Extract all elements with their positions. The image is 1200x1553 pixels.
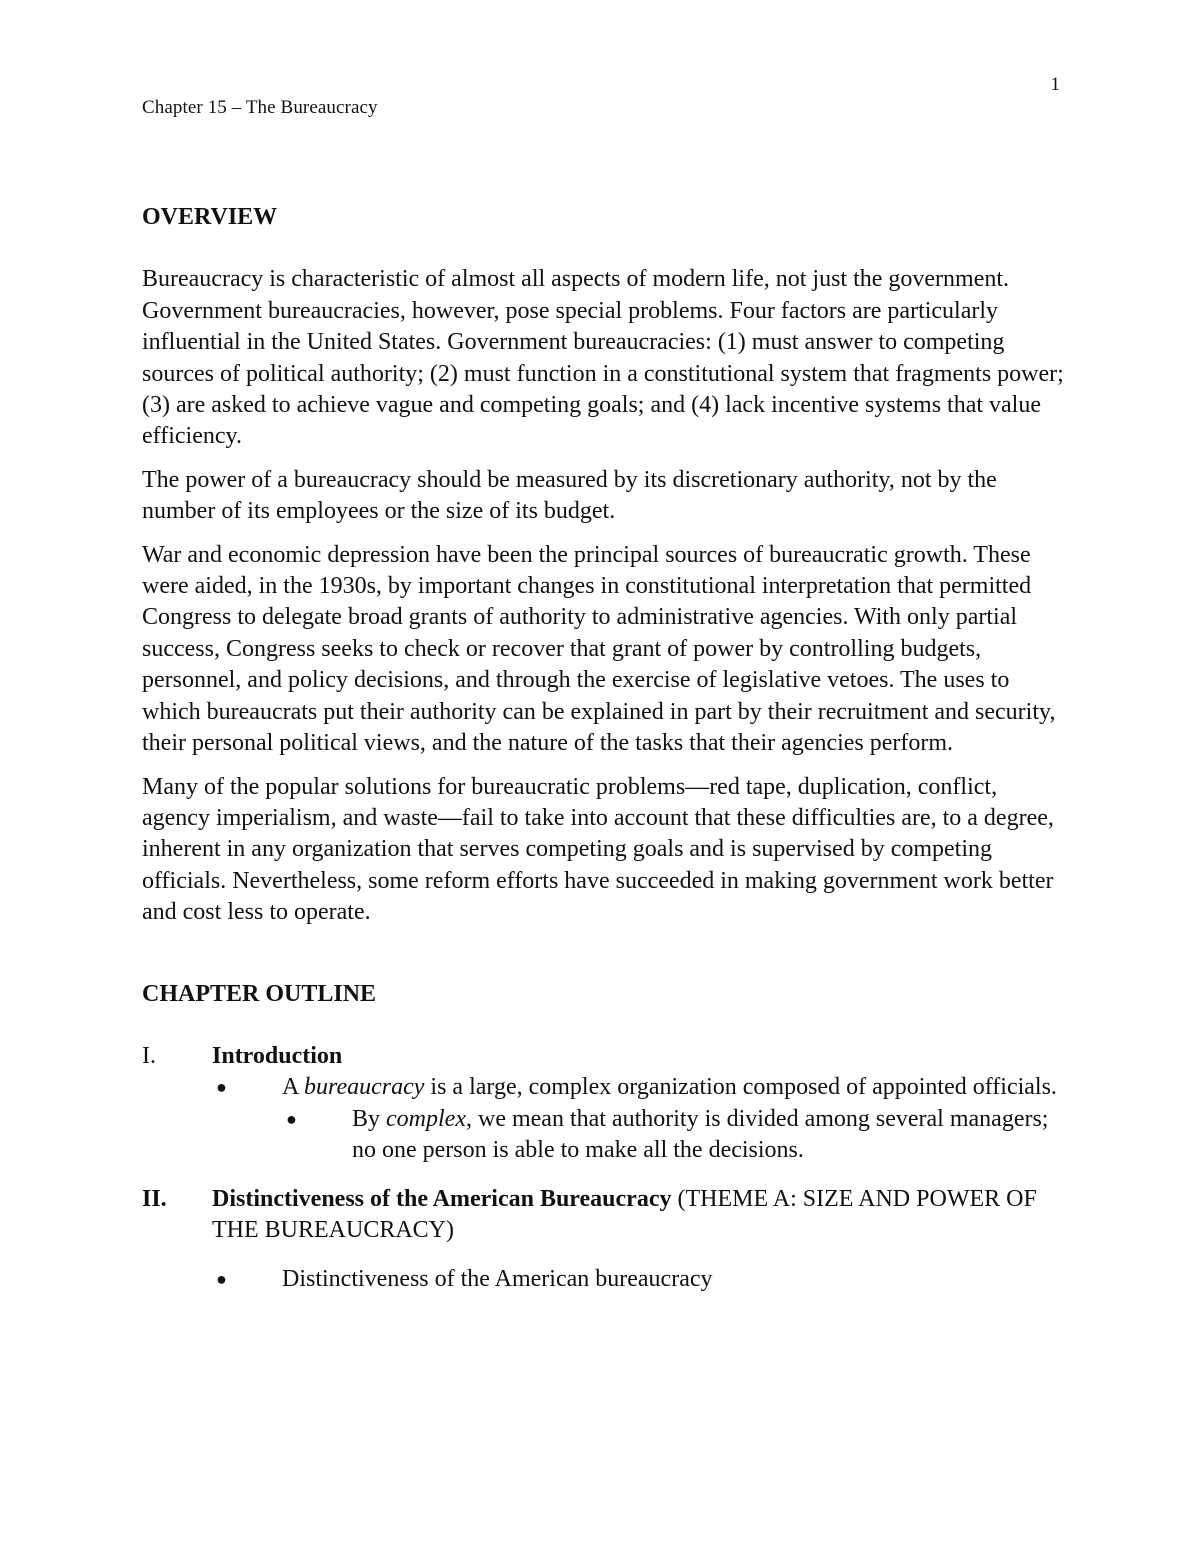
bullet-text-before: A	[282, 1074, 305, 1101]
bullet-icon: ●	[286, 1108, 297, 1129]
section-2-numeral: II.	[142, 1185, 167, 1212]
overview-paragraph-3: War and economic depression have been the principal sources of bureaucratic growth. These were aided, in the 1930s, by important changes in constitutional interpretation that permitted Congress to delegate broad grants of authority to administrative agencies. With only partial success, Congress seeks to check or recover that grant of power by controlling budgets, personnel, and policy decisions, and through the exercise of legislative vetoes. The uses to which bureaucrats put their authority can be explained in part by their recruitment and security, their personal political views, and the nature of the tasks that their agencies perform.	[142, 541, 1056, 757]
overview-paragraph-1: Bureaucracy is characteristic of almost all aspects of modern life, not just the government. Government bureaucracies, however, pose special problems. Four factors are particularly influential in the United States. Government bureaucracies: (1) must answer to competing sources of political authority; (2) must function in a constitutional system that fragments power; (3) are asked to achieve vague and competing goals; and (4) lack incentive systems that value efficiency.	[142, 266, 1064, 450]
term-bureaucracy: bureaucracy	[304, 1074, 425, 1101]
bullet-text	[282, 1072, 1057, 1103]
chapter-outline-heading: CHAPTER OUTLINE	[142, 980, 377, 1007]
term-complex: complex	[386, 1105, 466, 1132]
bullet-text-after: is a large, complex organization composed of appointed officials.	[424, 1074, 1057, 1101]
overview-paragraph-2: The power of a bureaucracy should be measured by its discretionary authority, not by the number of its employees or the size of its budget.	[142, 466, 997, 525]
outline-section-1	[142, 1041, 1067, 1072]
outline-bullet	[212, 1072, 1067, 1103]
document-body	[142, 202, 1067, 1296]
section-2-title: Distinctiveness of the American Bureaucracy	[212, 1185, 672, 1212]
outline-sub-bullet	[282, 1104, 1067, 1167]
bullet-icon: ●	[216, 1077, 227, 1098]
outline-bullet	[212, 1264, 1067, 1295]
section-2-theme: (THEME A: SIZE AND POWER OF THE BUREAUCRACY)	[212, 1185, 1037, 1243]
bullet-text: Distinctiveness of the American bureaucracy	[282, 1266, 713, 1293]
bullet-icon: ●	[216, 1269, 227, 1290]
overview-paragraph-4: Many of the popular solutions for bureaucratic problems—red tape, duplication, conflict, agency imperialism, and waste—fail to take into account that these difficulties are, to a degree, inherent in any organization that serves competing goals and is supervised by competing officials. Nevertheless, some reform efforts have succeeded in making government work better and cost less to operate.	[142, 773, 1054, 926]
sub-bullet-text-after: , we mean that authority is divided among several managers; no one person is able to make all the decisions.	[352, 1105, 1049, 1164]
running-header: Chapter 15 – The Bureaucracy	[142, 97, 378, 118]
section-1-numeral: I.	[142, 1042, 156, 1069]
outline-section-2	[142, 1184, 1067, 1247]
overview-heading: OVERVIEW	[142, 204, 278, 230]
section-1-title: Introduction	[212, 1042, 343, 1069]
page-number: 1	[1050, 74, 1060, 95]
sub-bullet-text	[352, 1104, 1067, 1167]
section-2-heading	[212, 1184, 1067, 1247]
sub-bullet-text-before: By	[352, 1105, 387, 1132]
